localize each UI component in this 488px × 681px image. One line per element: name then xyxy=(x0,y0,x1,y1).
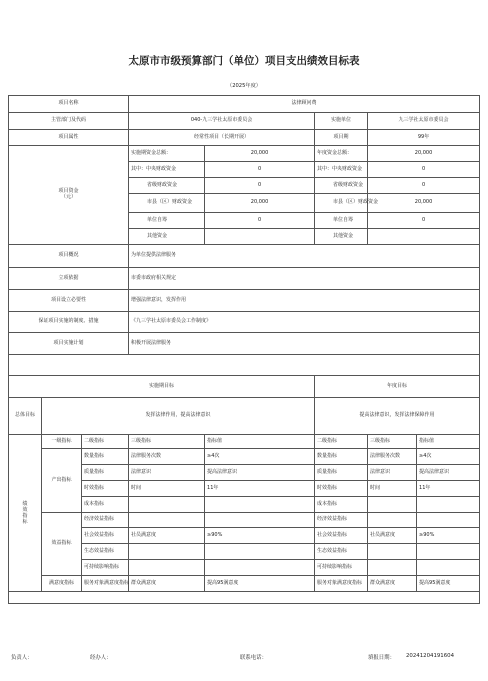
value-cell: 11年 xyxy=(205,481,315,497)
value-cell xyxy=(205,560,315,576)
label-basis: 立项依据 xyxy=(9,268,129,290)
page-title: 太原市市级预算部门（单位）项目支出绩效目标表 xyxy=(128,55,360,67)
header-value: 指标值 xyxy=(205,435,315,449)
fund-right-value: 0 xyxy=(368,178,480,194)
level3-cell xyxy=(129,497,205,513)
fund-right-label: 省级财政资金 xyxy=(315,178,368,194)
goal-sheet xyxy=(8,95,479,666)
handler-label: 经办人： xyxy=(90,655,112,661)
value-cell: ≥4次 xyxy=(205,449,315,465)
annual-value-cell xyxy=(417,497,480,513)
annual-level2-cell: 时效指标 xyxy=(315,481,368,497)
fund-right-value: 0 xyxy=(368,162,480,178)
fund-right-value: 0 xyxy=(368,213,480,229)
fund-right-value: 20,000 xyxy=(368,146,480,162)
annual-value-cell: ≥90% xyxy=(417,528,480,544)
fund-left-label: 市县（区）财政资金 xyxy=(129,194,205,213)
footer xyxy=(8,647,479,666)
value-cell xyxy=(205,544,315,560)
fund-left-label: 省级财政资金 xyxy=(129,178,205,194)
fund-right-value: 20,000 xyxy=(368,194,480,213)
level2-cell: 成本指标 xyxy=(82,497,129,513)
fund-left-value xyxy=(205,229,315,245)
level3-cell xyxy=(129,544,205,560)
goal-table xyxy=(8,95,480,604)
date-label: 填报日期： xyxy=(368,655,395,661)
label-performance-text: 绩效指标 xyxy=(22,500,28,526)
label-overview: 项目概况 xyxy=(9,245,129,268)
label-necessity: 项目设立必要性 xyxy=(9,290,129,312)
annual-level2-cell: 社会效益指标 xyxy=(315,528,368,544)
value-impl-unit: 九三学社太原市委员会 xyxy=(368,113,480,130)
annual-level2-cell: 可持续影响指标 xyxy=(315,560,368,576)
label-funds-line1: 项目资金 xyxy=(58,188,79,195)
annual-value-cell xyxy=(417,560,480,576)
fund-left-value: 20,000 xyxy=(205,146,315,162)
label-period: 项目期 xyxy=(315,130,368,146)
label-overall-target: 总体目标 xyxy=(9,398,42,435)
annual-level2-cell: 成本指标 xyxy=(315,497,368,513)
fund-right-label: 单位自筹 xyxy=(315,213,368,229)
level3-cell xyxy=(129,513,205,528)
value-cell: 提高法律意识 xyxy=(205,465,315,481)
date-value: 20241204191604 xyxy=(406,653,455,659)
fund-left-value: 0 xyxy=(205,162,315,178)
level3-cell xyxy=(129,560,205,576)
header-level3-annual: 三级指标 xyxy=(368,435,417,449)
annual-level3-cell: 社员满意度 xyxy=(368,528,417,544)
annual-value-cell xyxy=(417,544,480,560)
level2-cell: 经济效益指标 xyxy=(82,513,129,528)
value-cell xyxy=(205,513,315,528)
value-plan: 积极开展法律服务 xyxy=(129,333,480,355)
annual-level3-cell: 时间 xyxy=(368,481,417,497)
label-plan: 项目实施计划 xyxy=(9,333,129,355)
label-measures: 保证项目实施的制度、措施 xyxy=(9,312,129,333)
fiscal-year: （2025年度） xyxy=(227,83,261,89)
annual-level3-cell: 法律意识 xyxy=(368,465,417,481)
label-project-name: 项目名称 xyxy=(9,96,129,113)
level1-satisfaction: 满意度指标 xyxy=(42,576,82,592)
value-attr: 经常性项目（长期开展） xyxy=(129,130,315,146)
label-funds-line2: （元） xyxy=(61,194,77,200)
header-level2-annual: 二级指标 xyxy=(315,435,368,449)
leader-label: 负责人： xyxy=(11,655,33,661)
level2-cell: 质量指标 xyxy=(82,465,129,481)
value-period: 99年 xyxy=(368,130,480,146)
annual-level2-cell: 经济效益指标 xyxy=(315,513,368,528)
level2-cell: 可持续影响指标 xyxy=(82,560,129,576)
value-basis: 市委市政府相关规定 xyxy=(129,268,480,290)
level2-cell: 生态效益指标 xyxy=(82,544,129,560)
level3-cell: 法律意识 xyxy=(129,465,205,481)
annual-level3-cell xyxy=(368,497,417,513)
header-level3: 三级指标 xyxy=(129,435,205,449)
level2-cell: 数量指标 xyxy=(82,449,129,465)
annual-level3-cell xyxy=(368,544,417,560)
value-cell xyxy=(205,497,315,513)
fund-left-label: 实施期资金总额： xyxy=(129,146,205,162)
fund-left-label: 其中：中央财政资金 xyxy=(129,162,205,178)
annual-value-cell: 提高法律意识 xyxy=(417,465,480,481)
header-period-target: 实施期目标 xyxy=(9,376,315,398)
fund-right-label: 其他资金 xyxy=(315,229,368,245)
fund-right-label: 其中：中央财政资金 xyxy=(315,162,368,178)
header-level2: 二级指标 xyxy=(82,435,129,449)
level3-cell: 群众满意度 xyxy=(129,576,205,592)
value-annual-overall: 提高法律意识，发挥法律保障作用 xyxy=(315,398,480,435)
value-cell: 提高95满意度 xyxy=(205,576,315,592)
level3-cell: 社员满意度 xyxy=(129,528,205,544)
fund-left-value: 0 xyxy=(205,213,315,229)
value-necessity: 增强法律意识，发挥作用 xyxy=(129,290,480,312)
level2-cell: 社会效益指标 xyxy=(82,528,129,544)
annual-value-cell xyxy=(417,513,480,528)
value-dept: 040-九三学社太原市委员会 xyxy=(129,113,315,130)
blank-row xyxy=(9,355,480,376)
annual-level3-cell: 群众满意度 xyxy=(368,576,417,592)
annual-value-cell: 11年 xyxy=(417,481,480,497)
fund-right-label: 年度资金总额： xyxy=(315,146,368,162)
label-funds xyxy=(9,146,129,245)
annual-level2-cell: 数量指标 xyxy=(315,449,368,465)
fund-right-label: 市县（区）财政资金 xyxy=(315,194,368,213)
header-value-annual: 指标值 xyxy=(417,435,480,449)
annual-level3-cell xyxy=(368,560,417,576)
header-annual-target: 年度目标 xyxy=(315,376,480,398)
value-period-overall: 发挥法律作用，提高法律意识 xyxy=(42,398,315,435)
spacer-row xyxy=(9,592,480,604)
fund-left-value: 0 xyxy=(205,178,315,194)
annual-value-cell: 提高95满意度 xyxy=(417,576,480,592)
fund-left-label: 其他资金 xyxy=(129,229,205,245)
annual-level2-cell: 生态效益指标 xyxy=(315,544,368,560)
level1-output: 产出指标 xyxy=(42,449,82,513)
label-impl-unit: 实施单位 xyxy=(315,113,368,130)
fund-left-label: 单位自筹 xyxy=(129,213,205,229)
value-measures: 《九三学社太原市委员会工作制度》 xyxy=(129,312,480,333)
value-project-name: 法律顾问费 xyxy=(129,96,480,113)
level1-benefit: 效益指标 xyxy=(42,513,82,576)
annual-level3-cell xyxy=(368,513,417,528)
level3-cell: 时间 xyxy=(129,481,205,497)
value-cell: ≥90% xyxy=(205,528,315,544)
value-overview: 为单位提供法律服务 xyxy=(129,245,480,268)
level2-cell: 时效指标 xyxy=(82,481,129,497)
level3-cell: 法律服务次数 xyxy=(129,449,205,465)
annual-value-cell: ≥4次 xyxy=(417,449,480,465)
label-attr: 项目属性 xyxy=(9,130,129,146)
header-level1: 一级指标 xyxy=(42,435,82,449)
level2-cell: 服务对象满意度指标 xyxy=(82,576,129,592)
label-performance xyxy=(9,435,42,592)
fund-left-value: 20,000 xyxy=(205,194,315,213)
phone-label: 联系电话： xyxy=(240,655,267,661)
label-dept: 主管部门及代码 xyxy=(9,113,129,130)
annual-level2-cell: 质量指标 xyxy=(315,465,368,481)
annual-level3-cell: 法律服务次数 xyxy=(368,449,417,465)
fund-right-value xyxy=(368,229,480,245)
annual-level2-cell: 服务对象满意度指标 xyxy=(315,576,368,592)
